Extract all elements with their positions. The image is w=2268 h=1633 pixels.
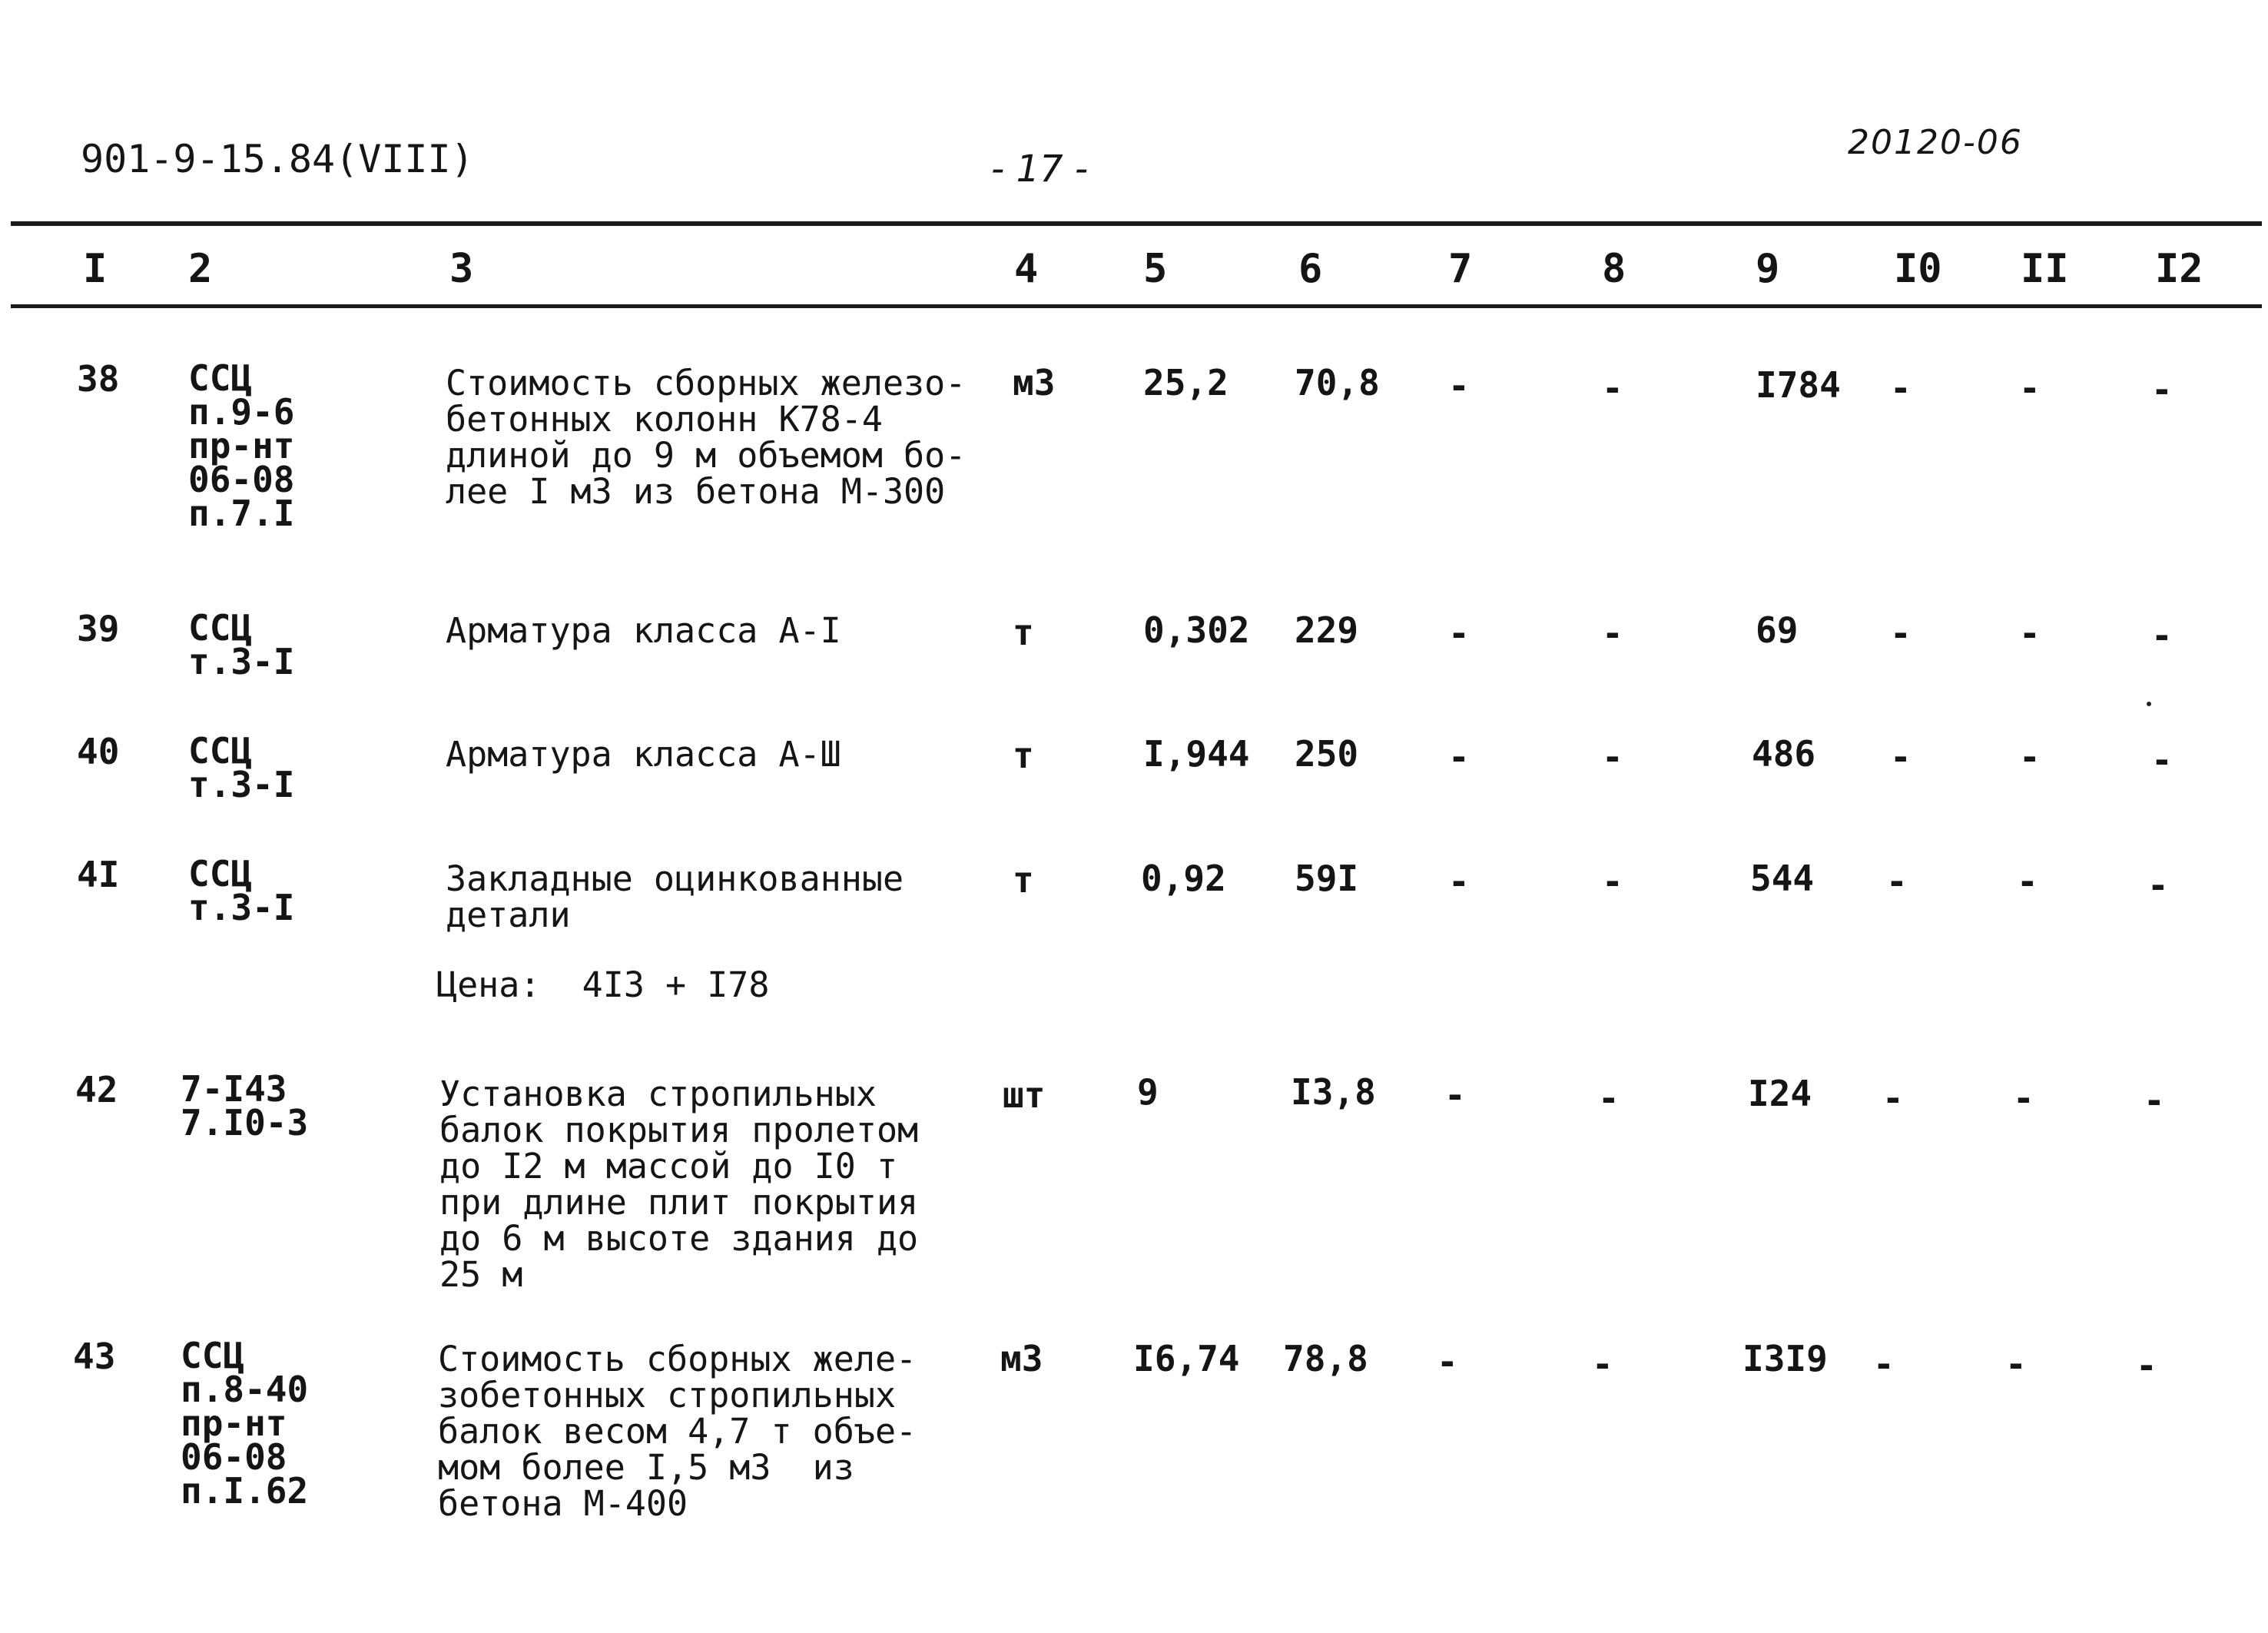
item-description: Установка стропильных балок покрытия пролетом до I2 м массой до I0 т при длине плит покрытия до 6 м высоте здания до 25 м [439, 1074, 919, 1295]
column-header-12: I2 [2155, 246, 2203, 292]
unit: т [1013, 735, 1034, 776]
quantity: 0,302 [1143, 609, 1250, 651]
price-note: Цена: 4I3 + I78 [436, 964, 770, 1005]
unit-price: 229 [1295, 609, 1359, 651]
total-cost: I3I9 [1742, 1338, 1828, 1379]
page-number: - 17 - [991, 148, 1089, 191]
row-number: 42 [75, 1069, 118, 1110]
total-cost: I784 [1756, 364, 1841, 406]
total-cost: 544 [1750, 858, 1815, 899]
unit: т [1013, 612, 1034, 653]
unit-price: 70,8 [1295, 362, 1380, 403]
total-cost: 69 [1756, 609, 1799, 651]
unit-price: 59I [1295, 858, 1359, 899]
column-header-9: 9 [1756, 246, 1780, 292]
table-top-rule [11, 221, 2262, 226]
unit-price: I3,8 [1291, 1071, 1376, 1113]
unit-price: 250 [1295, 733, 1359, 775]
unit: т [1013, 859, 1034, 901]
column-header-4: 4 [1014, 246, 1039, 292]
column-10-value: - [1882, 1077, 1904, 1119]
column-header-10: I0 [1894, 246, 1942, 292]
column-8-value: - [1602, 861, 1623, 902]
quantity: I,944 [1143, 733, 1250, 775]
price-reference: 7-I43 7.I0-3 [181, 1068, 309, 1143]
row-number: 39 [77, 608, 120, 649]
unit-price: 78,8 [1283, 1338, 1368, 1379]
column-header-5: 5 [1143, 246, 1168, 292]
unit: м3 [1013, 362, 1056, 403]
column-7-value: - [1437, 1341, 1458, 1382]
quantity: 9 [1137, 1071, 1159, 1113]
column-11-value: - [2019, 367, 2041, 409]
row-number: 40 [77, 731, 120, 772]
column-8-value: - [1592, 1343, 1613, 1385]
column-header-2: 2 [188, 246, 213, 292]
column-11-value: - [2013, 1077, 2034, 1119]
row-number: 43 [73, 1336, 116, 1377]
column-11-value: - [2019, 736, 2041, 778]
column-11-value: - [2019, 612, 2041, 654]
column-11-value: - [2005, 1343, 2027, 1385]
item-description: Стоимость сборных желе- зобетонных стропильных балок весом 4,7 т объе- мом более I,5 м3 из бетона М-400 [438, 1339, 917, 1524]
column-10-value: - [1890, 367, 1912, 409]
column-10-value: - [1890, 736, 1912, 778]
column-header-7: 7 [1448, 246, 1473, 292]
row-number: 38 [77, 358, 120, 400]
total-cost: 486 [1752, 733, 1816, 775]
column-header-8: 8 [1602, 246, 1626, 292]
total-cost: I24 [1748, 1073, 1812, 1114]
item-description: Закладные оцинкованные детали [446, 858, 904, 935]
column-8-value: - [1602, 367, 1623, 409]
stray-mark [2147, 702, 2151, 706]
column-8-value: - [1602, 612, 1623, 654]
price-reference: ССЦ т.3-I [188, 607, 295, 682]
item-description: Стоимость сборных железо- бетонных колонн К78-4 длиной до 9 м объемом бо- лее I м3 из бетона М-300 [446, 363, 967, 512]
column-8-value: - [1598, 1077, 1620, 1119]
table-header-rule [11, 304, 2262, 308]
document-code: 901-9-15.84(VIII) [81, 137, 474, 181]
column-12-value: - [2151, 369, 2173, 410]
column-10-value: - [1873, 1343, 1895, 1385]
column-7-value: - [1448, 612, 1470, 654]
price-reference: ССЦ п.9-6 пр-нт 06-08 п.7.I [188, 357, 295, 534]
quantity: I6,74 [1133, 1338, 1240, 1379]
column-12-value: - [2151, 739, 2173, 781]
quantity: 25,2 [1143, 362, 1228, 403]
row-number: 4I [77, 854, 120, 895]
column-12-value: - [2144, 1080, 2165, 1121]
column-12-value: - [2151, 615, 2173, 656]
column-10-value: - [1886, 861, 1908, 902]
unit: шт [1003, 1074, 1046, 1116]
column-7-value: - [1448, 736, 1470, 778]
price-reference: ССЦ т.3-I [188, 853, 295, 928]
item-description: Арматура класса А-Ш [446, 734, 841, 775]
quantity: 0,92 [1141, 858, 1226, 899]
column-header-3: 3 [449, 246, 474, 292]
unit: м3 [1000, 1338, 1043, 1379]
column-7-value: - [1448, 861, 1470, 902]
column-header-6: 6 [1298, 246, 1323, 292]
column-12-value: - [2147, 865, 2169, 906]
column-10-value: - [1890, 612, 1912, 654]
column-8-value: - [1602, 736, 1623, 778]
document-number: 20120-06 [1848, 123, 2023, 162]
price-reference: ССЦ п.8-40 пр-нт 06-08 п.I.62 [181, 1335, 309, 1512]
column-7-value: - [1448, 365, 1470, 407]
column-12-value: - [2136, 1345, 2157, 1386]
column-header-11: II [2021, 246, 2069, 292]
column-11-value: - [2017, 861, 2038, 902]
column-7-value: - [1444, 1074, 1466, 1116]
price-reference: ССЦ т.3-I [188, 730, 295, 805]
column-header-1: I [83, 246, 108, 292]
item-description: Арматура класса А-I [446, 610, 841, 651]
